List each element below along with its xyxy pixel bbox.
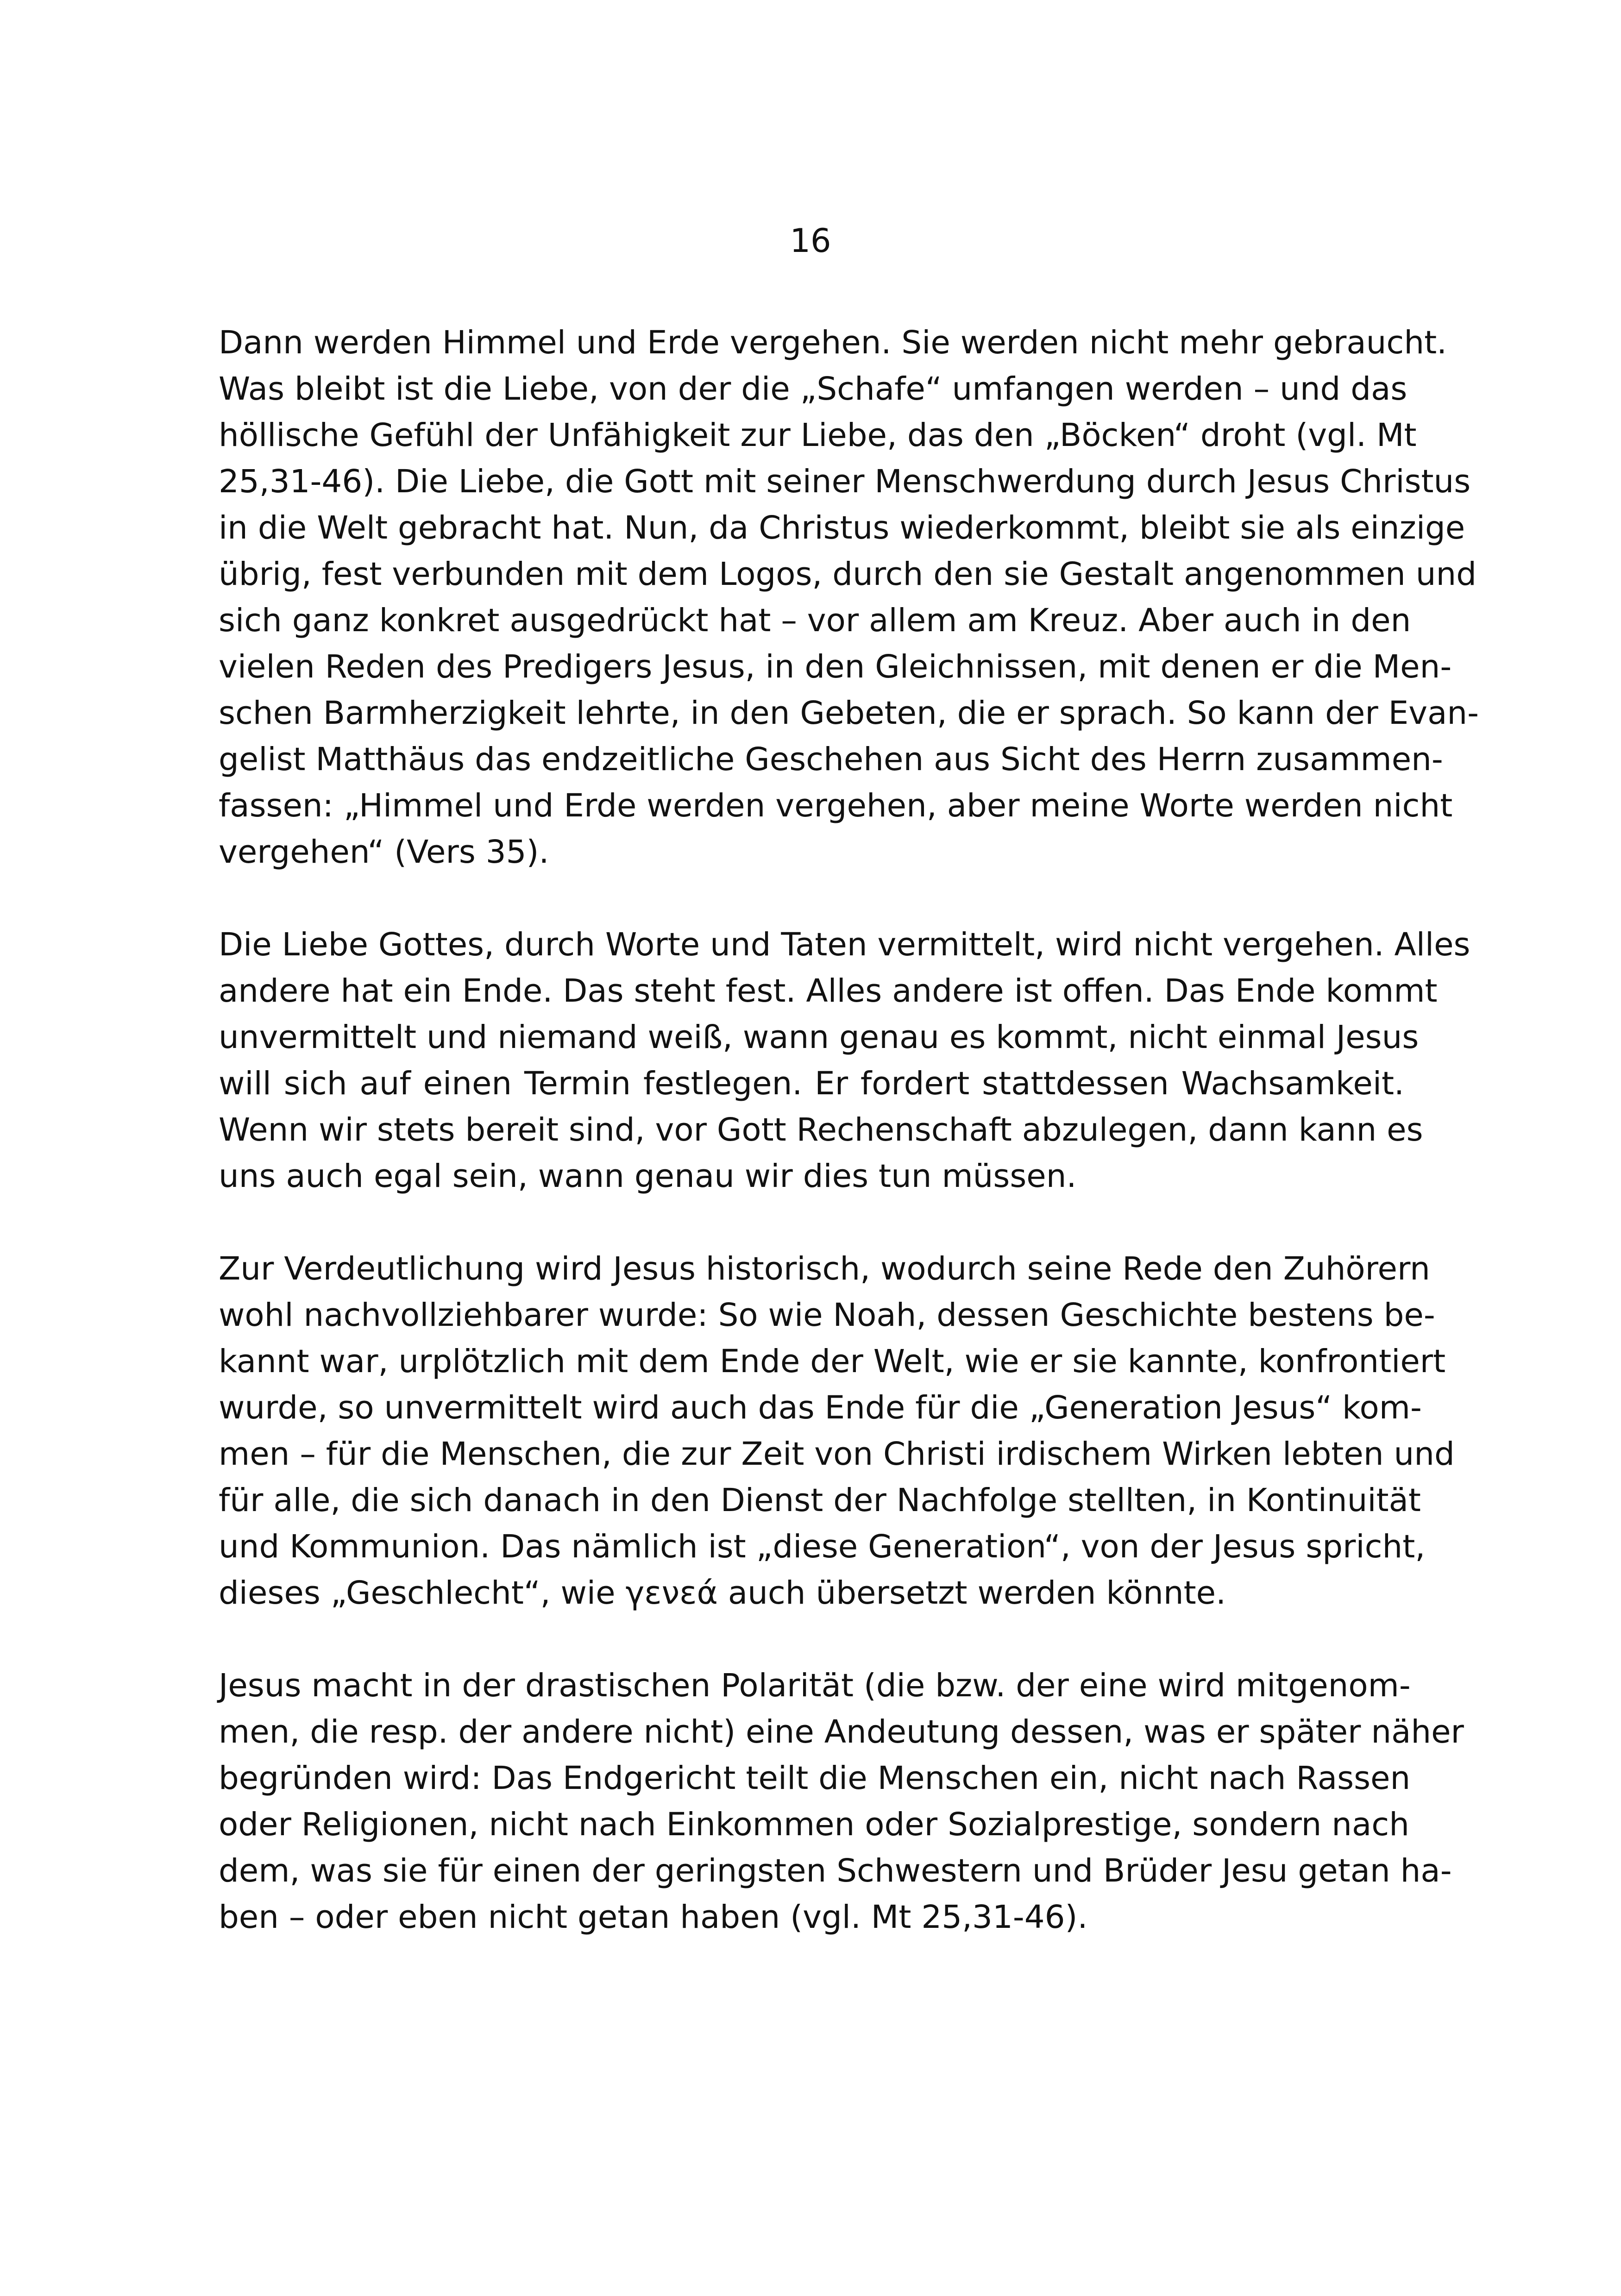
text-line: begründen wird: Das Endgericht teilt die Menschen ein, nicht nach Rassen — [219, 1760, 1411, 1797]
text-line: men – für die Menschen, die zur Zeit von Christi irdischem Wirken lebten und — [219, 1436, 1455, 1473]
text-line: Zur Verdeutlichung wird Jesus historisch, wodurch seine Rede den Zuhörern — [219, 1250, 1430, 1287]
text-line: höllische Gefühl der Unfähigkeit zur Liebe, das den „Böcken“ droht (vgl. Mt — [219, 417, 1417, 454]
paragraph — [219, 922, 1470, 1199]
text-line: für alle, die sich danach in den Dienst der Nachfolge stellten, in Kontinuität — [219, 1482, 1421, 1519]
text-line: in die Welt gebracht hat. Nun, da Christus wiederkommt, bleibt sie als einzige — [219, 509, 1465, 546]
text-line: wurde, so unvermittelt wird auch das Ende für die „Generation Jesus“ kom- — [219, 1389, 1422, 1426]
text-line: unvermittelt und niemand weiß, wann genau es kommt, nicht einmal Jesus — [219, 1019, 1419, 1056]
body-text — [219, 320, 1479, 1987]
text-line: vielen Reden des Predigers Jesus, in den Gleichnissen, mit denen er die Men- — [219, 648, 1452, 685]
text-line: übrig, fest verbunden mit dem Logos, durch den sie Gestalt angenommen und — [219, 556, 1477, 593]
text-line: oder Religionen, nicht nach Einkommen oder Sozialprestige, sondern nach — [219, 1806, 1409, 1843]
text-line: dieses „Geschlecht“, wie γενεά auch übersetzt werden könnte. — [219, 1575, 1226, 1612]
text-line: will sich auf einen Termin festlegen. Er fordert stattdessen Wachsamkeit. — [219, 1065, 1404, 1102]
text-line: Wenn wir stets bereit sind, vor Gott Rechenschaft abzulegen, dann kann es — [219, 1111, 1423, 1148]
text-line: sich ganz konkret ausgedrückt hat – vor allem am Kreuz. Aber auch in den — [219, 602, 1411, 639]
text-line: gelist Matthäus das endzeitliche Geschehen aus Sicht des Herrn zusammen- — [219, 741, 1443, 778]
paragraph — [219, 320, 1479, 875]
paragraph — [219, 1662, 1464, 1940]
text-line: Die Liebe Gottes, durch Worte und Taten vermittelt, wird nicht vergehen. Alles — [219, 926, 1470, 963]
text-line: schen Barmherzigkeit lehrte, in den Gebeten, die er sprach. So kann der Evan- — [219, 695, 1479, 732]
text-line: men, die resp. der andere nicht) eine Andeutung dessen, was er später näher — [219, 1713, 1464, 1750]
text-line: wohl nachvollziehbarer wurde: So wie Noah, dessen Geschichte bestens be- — [219, 1297, 1435, 1334]
text-line: kannt war, urplötzlich mit dem Ende der Welt, wie er sie kannte, konfrontiert — [219, 1343, 1446, 1380]
text-line: Was bleibt ist die Liebe, von der die „Schafe“ umfangen werden – und das — [219, 370, 1407, 408]
text-line: vergehen“ (Vers 35). — [219, 834, 549, 871]
text-line: uns auch egal sein, wann genau wir dies tun müssen. — [219, 1158, 1077, 1195]
text-line: 25,31-46). Die Liebe, die Gott mit seiner Menschwerdung durch Jesus Christus — [219, 463, 1471, 500]
text-line: Dann werden Himmel und Erde vergehen. Sie werden nicht mehr gebraucht. — [219, 324, 1447, 361]
page-number: 16 — [790, 222, 831, 260]
text-line: fassen: „Himmel und Erde werden vergehen, aber meine Worte werden nicht — [219, 787, 1453, 824]
text-line: ben – oder eben nicht getan haben (vgl. Mt 25,31-46). — [219, 1899, 1088, 1936]
text-line: und Kommunion. Das nämlich ist „diese Generation“, von der Jesus spricht, — [219, 1528, 1426, 1565]
text-line: andere hat ein Ende. Das steht fest. Alles andere ist offen. Das Ende kommt — [219, 972, 1438, 1010]
paragraph — [219, 1246, 1455, 1616]
text-line: Jesus macht in der drastischen Polarität (die bzw. der eine wird mitgenom- — [219, 1667, 1411, 1704]
text-line: dem, was sie für einen der geringsten Schwestern und Brüder Jesu getan ha- — [219, 1852, 1452, 1889]
